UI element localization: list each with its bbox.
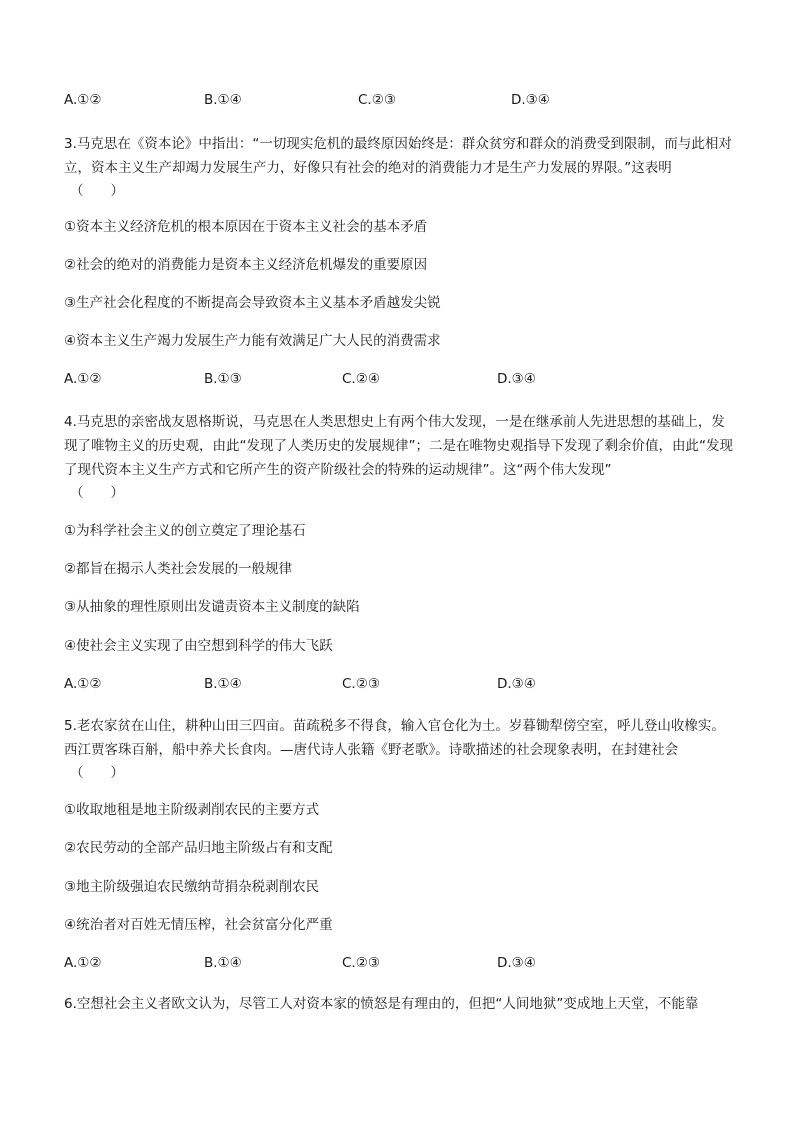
q5-statement-4: ④统治者对百姓无情压榨，社会贫富分化严重 [64, 917, 333, 933]
question-5 [64, 714, 734, 784]
q5-option-a: A.①② [64, 955, 102, 971]
q4-option-b: B.①④ [204, 676, 242, 692]
q2-option-c: C.②③ [358, 92, 396, 108]
q3-option-a: A.①② [64, 371, 102, 387]
q5-statement-3: ③地主阶级强迫农民缴纳苛捐杂税剥削农民 [64, 879, 320, 895]
question-6 [64, 992, 734, 1016]
q2-option-b: B.①④ [204, 92, 242, 108]
q3-options [64, 371, 734, 391]
question-3 [64, 132, 734, 202]
q2-option-a: A.①② [64, 92, 102, 108]
q4-option-a: A.①② [64, 676, 102, 692]
q5-statement-2: ②农民劳动的全部产品归地主阶级占有和支配 [64, 840, 333, 856]
q4-statement-1: ①为科学社会主义的创立奠定了理论基石 [64, 523, 306, 539]
q5-option-c: C.②③ [342, 955, 380, 971]
q5-answer-paren: （ ） [70, 765, 124, 781]
q5-options [64, 955, 734, 975]
q6-stem: 6.空想社会主义者欧文认为，尽管工人对资本家的愤怒是有理由的，但把“人间地狱”变成地上天堂，不能靠 [64, 996, 699, 1012]
q4-statement-4: ④使社会主义实现了由空想到科学的伟大飞跃 [64, 638, 333, 654]
q3-statement-3: ③生产社会化程度的不断提高会导致资本主义基本矛盾越发尖锐 [64, 295, 441, 311]
q2-option-d: D.③④ [511, 92, 550, 108]
q3-option-b: B.①③ [204, 371, 242, 387]
q4-option-c: C.②③ [342, 676, 380, 692]
q4-statement-2: ②都旨在揭示人类社会发展的一般规律 [64, 561, 293, 577]
q4-option-d: D.③④ [497, 676, 536, 692]
q3-stem: 3.马克思在《资本论》中指出：“一切现实危机的最终原因始终是：群众贫穷和群众的消费受到限制，而与此相对立，资本主义生产却竭力发展生产力，好像只有社会的绝对的消费能力才是生产力发展的界限。”这表明 [64, 136, 732, 176]
q4-statement-3: ③从抽象的理性原则出发谴责资本主义制度的缺陷 [64, 599, 360, 615]
q4-answer-paren: （ ） [70, 485, 124, 501]
q3-statement-4: ④资本主义生产竭力发展生产力能有效满足广大人民的消费需求 [64, 333, 441, 349]
q3-option-d: D.③④ [497, 371, 536, 387]
q4-stem: 4.马克思的亲密战友恩格斯说，马克思在人类思想史上有两个伟大发现，一是在继承前人先进思想的基础上，发现了唯物主义的历史观，由此“发现了人类历史的发展规律”；二是在唯物史观指导下发现了剩余价值，由此“发现了现代资本主义生产方式和它所产生的资产阶级社会的特殊的运动规律”。这“两个伟大发现” [64, 414, 733, 478]
q2-options [64, 92, 734, 112]
q5-option-b: B.①④ [204, 955, 242, 971]
q3-statement-1: ①资本主义经济危机的根本原因在于资本主义社会的基本矛盾 [64, 219, 428, 235]
q3-answer-paren: （ ） [70, 183, 124, 199]
q5-option-d: D.③④ [497, 955, 536, 971]
q3-statement-2: ②社会的绝对的消费能力是资本主义经济危机爆发的重要原因 [64, 257, 428, 273]
question-4 [64, 410, 734, 504]
q3-option-c: C.②④ [342, 371, 380, 387]
q5-stem: 5.老农家贫在山住，耕种山田三四亩。苗疏税多不得食，输入官仓化为土。岁暮锄犁傍空室，呼儿登山收橡实。西江贾客珠百斛，船中养犬长食肉。—唐代诗人张籍《野老歌》。诗歌描述的社会现象表明，在封建社会 [64, 718, 725, 758]
q4-options [64, 676, 734, 696]
q5-statement-1: ①收取地租是地主阶级剥削农民的主要方式 [64, 802, 320, 818]
